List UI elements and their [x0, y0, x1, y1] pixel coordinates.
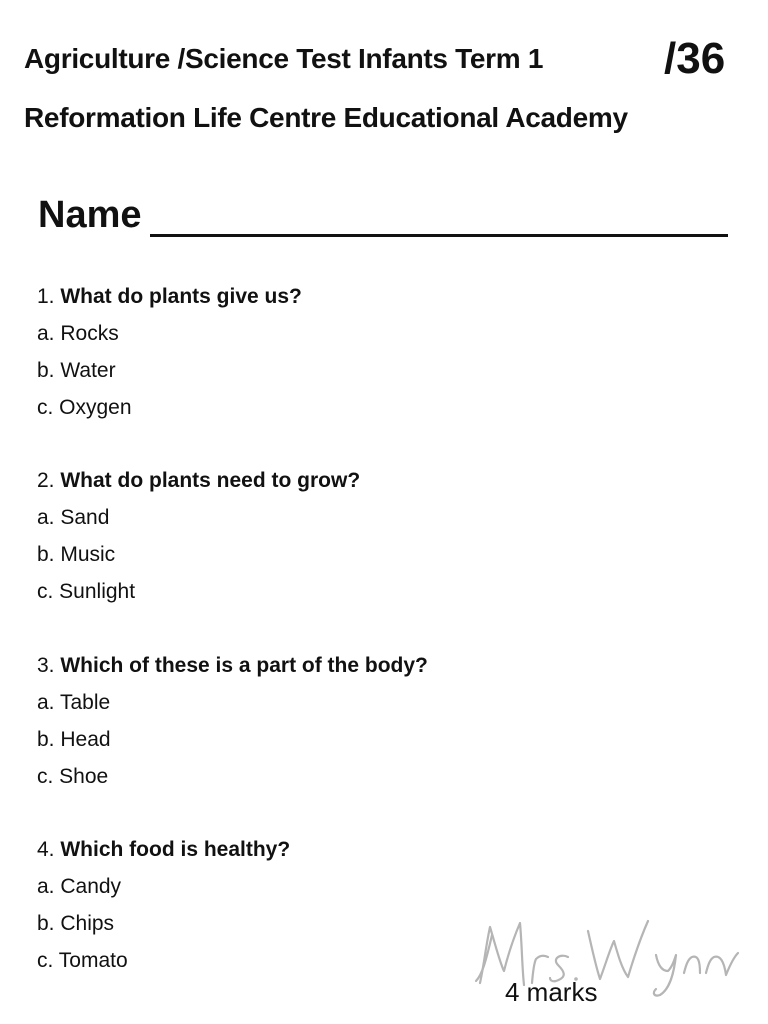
answer-option-b: b. Music: [37, 543, 116, 566]
answer-option-c: c. Tomato: [37, 949, 128, 972]
school-name: Reformation Life Centre Educational Academy: [24, 102, 628, 133]
question-prompt: [37, 831, 637, 868]
question-text: What do plants need to grow?: [60, 469, 361, 492]
question-number: 4.: [37, 838, 55, 861]
name-field: [38, 196, 738, 246]
question-number: 1.: [37, 285, 55, 308]
name-label: Name: [38, 194, 142, 236]
test-title: Agriculture /Science Test Infants Term 1: [24, 43, 544, 74]
total-score: /36: [664, 34, 726, 83]
question-2: [37, 462, 637, 610]
answer-option-c: c. Oxygen: [37, 396, 132, 419]
question-prompt: [37, 647, 637, 684]
answer-option-c: c. Sunlight: [37, 580, 136, 603]
answer-option-a: a. Candy: [37, 875, 122, 898]
answer-option-a: a. Sand: [37, 506, 110, 529]
question-text: Which food is healthy?: [60, 838, 291, 861]
question-prompt: [37, 462, 637, 499]
marks-label: 4 marks: [505, 977, 598, 1007]
question-text: What do plants give us?: [60, 285, 302, 308]
question-3: [37, 647, 637, 795]
answer-option-c: c. Shoe: [37, 765, 109, 788]
answer-option-b: b. Head: [37, 728, 111, 751]
question-text: Which of these is a part of the body?: [60, 654, 428, 677]
answer-option-a: a. Table: [37, 691, 111, 714]
question-1: [37, 278, 637, 426]
question-prompt: [37, 278, 637, 315]
answer-option-b: b. Chips: [37, 912, 115, 935]
question-number: 3.: [37, 654, 55, 677]
answer-option-b: b. Water: [37, 359, 116, 382]
question-number: 2.: [37, 469, 55, 492]
answer-option-a: a. Rocks: [37, 322, 119, 345]
name-write-line: [150, 234, 728, 237]
